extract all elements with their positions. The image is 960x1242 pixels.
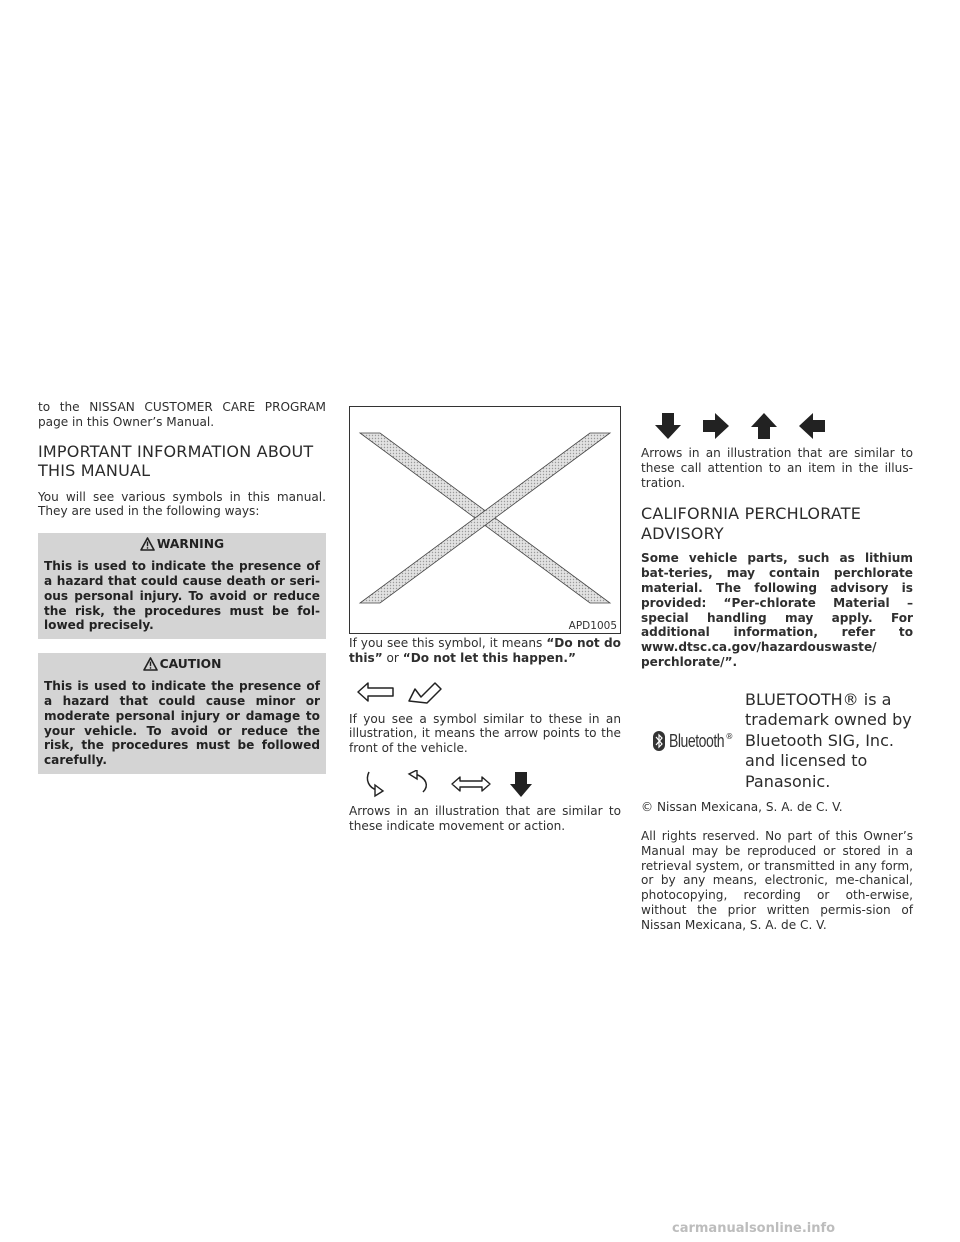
caution-box bbox=[38, 653, 326, 774]
do-not-text bbox=[349, 636, 621, 666]
section-heading-important-info: IMPORTANT INFORMATION ABOUT THIS MANUAL bbox=[38, 441, 314, 481]
warning-triangle-icon bbox=[143, 657, 158, 671]
do-not-text-prefix: If you see this symbol, it means bbox=[349, 636, 547, 650]
movement-arrow-text: Arrows in an illustration that are similar to these indicate movement or action. bbox=[349, 803, 621, 833]
do-not-figure bbox=[349, 406, 621, 634]
do-not-x-icon bbox=[350, 407, 620, 633]
attention-arrow-icon bbox=[701, 411, 731, 441]
warning-box bbox=[38, 533, 326, 639]
movement-arrow-icon bbox=[451, 774, 491, 794]
attention-arrow-icon bbox=[749, 411, 779, 441]
movement-arrows-row bbox=[349, 770, 621, 798]
front-arrow-icon bbox=[357, 681, 395, 703]
movement-arrow-icon bbox=[505, 770, 533, 798]
footer-watermark: carmanualsonline.info bbox=[672, 1221, 836, 1236]
do-not-text-mid: or bbox=[382, 650, 403, 665]
column-right bbox=[641, 400, 913, 933]
intro-text: to the NISSAN CUSTOMER CARE PROGRAM page in this Owner’s Manual. bbox=[38, 400, 326, 429]
caution-title: CAUTION bbox=[159, 657, 222, 672]
front-arrow-icon bbox=[407, 680, 445, 704]
bluetooth-notice bbox=[641, 690, 913, 793]
bluetooth-icon bbox=[653, 731, 665, 751]
do-not-text-bold-2: “Do not let this happen.” bbox=[402, 650, 576, 665]
copyright-text: © Nissan Mexicana, S. A. de C. V. bbox=[641, 800, 843, 815]
column-left bbox=[38, 400, 326, 788]
bluetooth-trademark-text: BLUETOOTH® is a trademark owned by Bluetooth SIG, Inc. and licensed to Panasonic. bbox=[745, 689, 912, 791]
caution-heading bbox=[44, 657, 320, 672]
warning-text: This is used to indicate the presence of a hazard that could cause death or seri-ous personal injury. To avoid or reduce the risk, the procedures must be fol-lowed precisely. bbox=[44, 559, 320, 633]
warning-heading bbox=[44, 537, 320, 552]
bluetooth-registered-mark: ® bbox=[725, 731, 734, 741]
bluetooth-logo bbox=[641, 731, 745, 752]
bluetooth-wordmark: Bluetooth bbox=[668, 730, 724, 751]
symbols-intro-text: You will see various symbols in this manual. They are used in the following ways: bbox=[38, 489, 326, 519]
warning-title: WARNING bbox=[156, 537, 225, 552]
attention-arrows-row bbox=[641, 410, 913, 442]
movement-arrow-icon bbox=[407, 770, 435, 798]
movement-arrow-icon bbox=[363, 770, 391, 798]
warning-triangle-icon bbox=[140, 537, 155, 551]
attention-arrow-icon bbox=[653, 411, 683, 441]
attention-arrow-icon bbox=[797, 411, 827, 441]
caution-text: This is used to indicate the presence of a hazard that could cause minor or moderate personal injury or damage to your vehicle. To avoid or reduce the risk, the procedures must be followed carefully. bbox=[44, 679, 320, 768]
perchlorate-advisory-text: Some vehicle parts, such as lithium bat-teries, may contain perchlorate material. The following advisory is provided: “Per-chlorate Material – special handling may apply. For additional information, refer to www.dtsc.ca.gov/hazardouswaste/ perchlorate/”. bbox=[641, 551, 913, 669]
front-arrows-row bbox=[349, 680, 621, 704]
column-middle bbox=[349, 400, 621, 834]
do-not-text-bold-1: “Do not do this” bbox=[349, 636, 621, 665]
rights-text: All rights reserved. No part of this Owner’s Manual may be reproduced or stored in a retrieval system, or transmitted in any form, or by any means, electronic, me-chanical, photocopying, recording or oth-erwise, without the prior written permis-sion of Nissan Mexicana, S. A. de C. V. bbox=[641, 829, 913, 932]
front-arrow-text: If you see a symbol similar to these in an illustration, it means the arrow points to the front of the vehicle. bbox=[349, 711, 621, 756]
section-heading-perchlorate: CALIFORNIA PERCHLORATE ADVISORY bbox=[641, 504, 862, 543]
figure-code: APD1005 bbox=[568, 620, 617, 632]
attention-arrow-text: Arrows in an illustration that are similar to these call attention to an item in the illus-tration. bbox=[641, 446, 913, 490]
